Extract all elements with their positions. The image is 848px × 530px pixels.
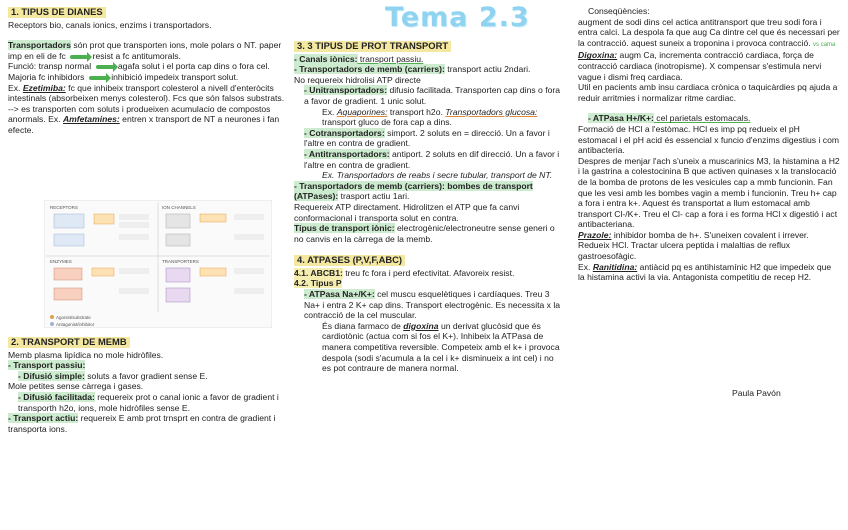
text-line: Requereix ATP directament. Hidrolitzen el ATP que fa canvi conformacional i transporta solut en contra. xyxy=(294,201,520,223)
column-left xyxy=(8,6,286,136)
text-line: Memb plasma lipídica no mole hidròfiles. xyxy=(8,349,164,360)
term-canals-ionics: - Canals iònics: xyxy=(294,53,358,64)
author-signature: Paula Pavón xyxy=(732,388,781,398)
term-antitransportadors: - Antitransportadors: xyxy=(304,148,390,159)
text-line: Receptors bio, canals ionics, enzims i transportadors. xyxy=(8,19,212,30)
arrow-icon xyxy=(89,76,107,80)
text-line: Despres de menjar l'ach s'uneix a muscarinics M3, la histamina a H2 i la gastrina a colestocinina B que activen quinases x la translocació de la bomba de protons de les vesicules cap a mmb funcionin. Fan que les vesi amb les bombes vagin a memb i funcionin. Treu h+ cap a fora i entra k+. Aquest és transportat a llum estomacal amb transport Cl-/K+. Treu el Cl- cap a fora i es forma HCl x digestió i act antibacteriana. xyxy=(578,155,840,230)
term-tipus-transport-ionic: Tipus de transport iònic: xyxy=(294,223,395,234)
paragraph-transportadors: Transportadors són prot que transporten ions, mole polars o NT. paper imp en eli de fc resist a fc antitumorals. xyxy=(8,40,282,61)
section-heading-dianes: 1. TIPUS DE DIANES xyxy=(8,7,106,18)
arrow-icon xyxy=(96,65,114,69)
paragraph-ezetimiba: Ex. Ezetimiba: fc que inhibeix transport colesterol a nivell d'enteròcits intestinals (absorbeixen menys colesterol). Fcs que són falsos substrats. --> es transporten com soluts i produeixen acumulacio de compostos anormals. Ex. Amfetamines: entren x transport de NT a neurones i fan efecte. xyxy=(8,82,285,135)
text-line: Util en pacients amb insu cardiaca crònica o taquicàrdies pq ajuda a reduir arritmies i normalizar ritme cardiac. xyxy=(578,82,838,103)
term-tipus-p: 4.2. Tipus P xyxy=(294,278,342,289)
term-bombes-transport: - Transportadors de memb (carriers): bombes de transport (ATPases): xyxy=(294,180,533,202)
term-atpasa-h-k: - ATPasa H+/K+: xyxy=(588,113,654,124)
text-line: No requereix hidrolisi ATP directe xyxy=(294,74,421,85)
text-line: augment de sodi dins cel actica antitransport que treu sodi fora i entra calci. La despola fa que aug Ca dintre cel que és necessari per la contracció. aquest suneix a troponina i provoca contracció. xyxy=(578,16,840,48)
term-ezetimiba: Ezetimiba: xyxy=(22,82,66,93)
term-abcb1: 4.1. ABCB1: xyxy=(294,267,343,278)
term-unitransportadors: - Unitransportadors: xyxy=(304,85,388,96)
term-transport-actiu: - Transport actiu: xyxy=(8,413,79,424)
term-amfetamines: Amfetamines: xyxy=(62,114,120,125)
text-line: Formació de HCl a l'estòmac. HCl es imp pq redueix el pH estomacal i el pH acid és essencial x funcio d'enzims digestius i com antibacteria. xyxy=(578,123,840,156)
text-line: Ex. Transportadors de reabs i secre tubular, transport de NT. xyxy=(322,170,553,181)
svg-text:RECEPTORS: RECEPTORS xyxy=(50,205,78,210)
svg-text:Antagonist/inhibitor: Antagonist/inhibitor xyxy=(56,322,95,327)
term-cotransportadors: - Cotransportadors: xyxy=(304,127,385,138)
term-transportadors: Transportadors xyxy=(8,40,72,51)
drug-targets-diagram xyxy=(44,200,272,328)
text-line: Conseqüències: xyxy=(588,6,650,16)
term-difusio-facilitada: - Difusió facilitada: xyxy=(18,391,95,402)
column-left-bottom: 2. TRANSPORT DE MEMB Memb plasma lipídica no mole hidròfiles. - Transport passiu: - Difusió simple: soluts a favor gradient sense E. Mole petites sense càrrega i gases. - Difusió facilitada: requereix prot o canal ionic a favor de gradient i transporth h2o, ions, mole hidròfiles sense E. - Transport actiu: requereix E amb prot trnsprt en contra de gradient i transporta ions. xyxy=(8,336,286,434)
page-title: Tema 2.3 xyxy=(385,2,530,33)
term-transport-passiu: - Transport passiu: xyxy=(8,360,86,371)
term-transportadors-memb: - Transportadors de memb (carriers): xyxy=(294,64,445,75)
term-digoxina-2: Digoxina: xyxy=(578,50,618,61)
svg-text:Agonist/substrate: Agonist/substrate xyxy=(56,315,91,320)
svg-text:ION CHANNELS: ION CHANNELS xyxy=(162,205,196,210)
svg-text:ENZYMES: ENZYMES xyxy=(50,259,72,264)
term-atpasa-na-k: - ATPasa Na+/K+: xyxy=(304,289,375,300)
term-difusio-simple: - Difusió simple: xyxy=(18,370,85,381)
arrow-icon xyxy=(70,55,88,59)
term-ranitidina: Ranitidina: xyxy=(592,261,638,272)
term-digoxina: digoxina xyxy=(403,320,439,331)
svg-text:TRANSPORTERS: TRANSPORTERS xyxy=(162,259,199,264)
column-middle: 3. 3 TIPUS DE PROT TRANSPORT - Canals iònics: transport passiu. - Transportadors de memb (carriers): transport actiu 2ndari. No requereix hidrolisi ATP directe - Unitransportadors: difusio facilitada. Transporten cap dins o fora a favor de gradient. 1 unic solut. Ex. Aquaporines: transport h2o. Transportadors glucosa: transport gluco de fora cap a dins. - Cotransportadors: simport. 2 soluts en = direcció. Un a favor i l'altre en contra de gradient. - Antitransportadors: antiport. 2 soluts en dif direcció. Un a favor i l'altre en contra de gradient. Ex. Transportadors de reabs i secre tubular, transport de NT. - Transportadors de memb (carriers): bombes de transport (ATPases): trasport actiu 1ari. Requereix ATP directament. Hidrolitzen el ATP que fa canvi conformacional i transporta solut en contra. Tipus de transport iònic: electrogènic/electroneutre sense generi o no canvis en la càrrega de la memb. 4. ATPASES (P,V,F,ABC) 4.1. ABCB1: treu fc fora i perd efectivitat. Afavoreix resist. 4.2. Tipus P - ATPasa Na+/K+: cel muscu esquelètiques i cardíaques. Treu 3 Na+ i entra 2 K+ cap dins. Transport electrogènic. Es necessita x la contracció de la cel muscular. És diana farmaco de digoxina un derivat glucòsid que és cardiotònic (actua com si fos el K+). Inhibeix la ATPasa de manera competitiva reversible. Competeix amb el k+ i provoca despola (sodi s'acumula a la cel i k+ disminueix a int cel) i no es pot contraure de manera normal. xyxy=(294,40,561,374)
text-line: Mole petites sense càrrega i gases. xyxy=(8,381,144,392)
section-heading-atpases: 4. ATPASES (P,V,F,ABC) xyxy=(294,255,405,266)
paragraph-funcio: Funció: transp normal agafa solut i el porta cap dins o fora cel. Majoria fc inhibidors inhibició impedeix transport solut. xyxy=(8,61,270,82)
section-heading-tipus-prot: 3. 3 TIPUS DE PROT TRANSPORT xyxy=(294,41,451,52)
section-heading-transport-memb: 2. TRANSPORT DE MEMB xyxy=(8,337,130,348)
column-right: Conseqüències: augment de sodi dins cel actica antitransport que treu sodi fora i entra calci. La despola fa que aug Ca dintre cel que és necessari per la contracció. aquest suneix a troponina i provoca contracció. vs cama Digoxina: augm Ca, incrementa contracció cardiaca, força de contracció cardiaca (inotropisme). X compensar s'estimula nervi vague i dismi freq cardiaca. Util en pacients amb insu cardiaca crònica o taquicàrdies pq ajuda a reduir arritmies i normalizar ritme cardiac. - ATPasa H+/K+: cel parietals estomacals. Formació de HCl a l'estòmac. HCl es imp pq redueix el pH estomacal i el pH acid és essencial x funcio d'enzims digestius i com antibacteria. Despres de menjar l'ach s'uneix a muscarinics M3, la histamina a H2 i la gastrina a colestocinina B que activen quinases x la translocació de la bomba de protons de les vesicules cap a mmb funcionin. Fan que les vesi amb les bombes vagin a memb i funcionin. Treu h+ cap a fora i entra k+. Aquest és transportat a llum estomacal amb transport Cl-/K+. Treu el Cl- cap a fora i es forma HCl x digestió i act antibacteriana. Prazole: inhibidor bomba de h+. S'uneixen covalent i irrever. Redueix HCl. Tractar ulcera peptida i malaltias de reflux gastroesofàgic. Ex. Ranitidina: antiàcid pq es antihistamínic H2 que impedeix que la histamina activi la via. Antagonista competitiu de recep H2. xyxy=(578,6,840,283)
term-prazole: Prazole: xyxy=(578,229,612,240)
